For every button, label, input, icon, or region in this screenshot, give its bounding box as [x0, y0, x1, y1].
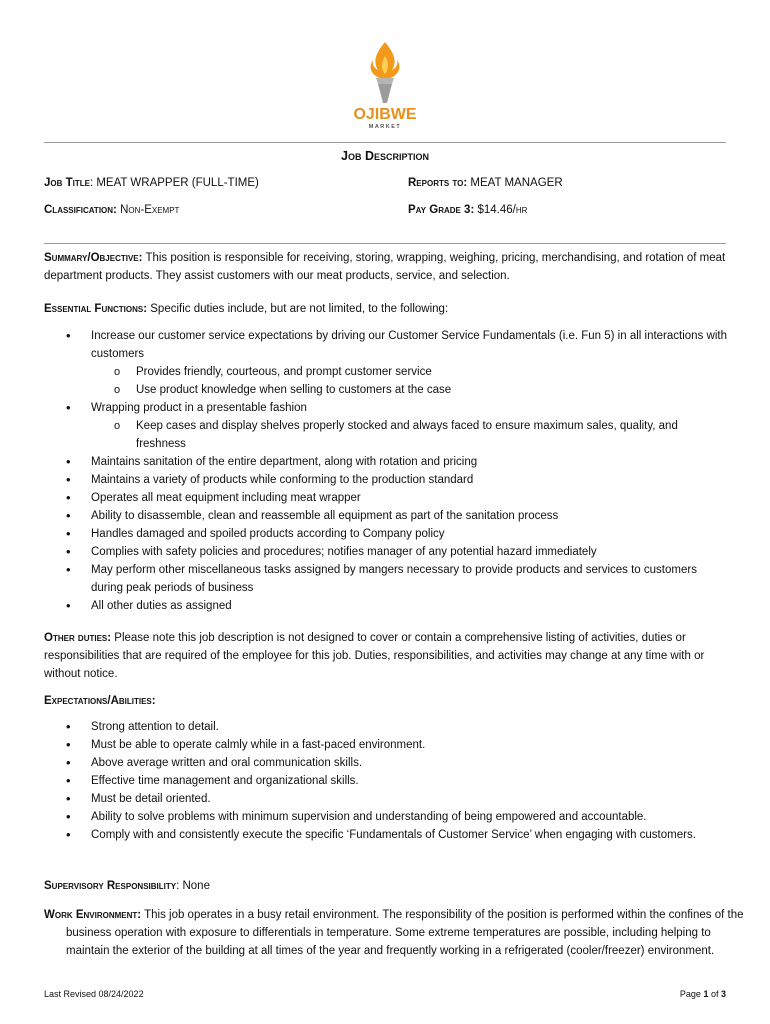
job-title-value: : MEAT WRAPPER (FULL-TIME) [89, 177, 259, 189]
list-item: o Use product knowledge when selling to customers at the case [44, 381, 728, 399]
reports-to-field [408, 177, 563, 189]
list-item: o Keep cases and display shelves properly stocked and always faced to ensure maximum sales, quality, and freshness [44, 417, 728, 453]
page-of: of [708, 989, 721, 999]
pay-grade-unit: hr [515, 204, 528, 216]
page-number [680, 989, 726, 999]
list-item: • Maintains sanitation of the entire department, along with rotation and pricing [44, 453, 728, 471]
page-total: 3 [720, 989, 726, 999]
fields-rule [44, 243, 726, 244]
supervisory-text: : None [176, 880, 210, 892]
list-item: • Effective time management and organizational skills. [44, 772, 728, 790]
svg-text:OJIBWE: OJIBWE [353, 106, 417, 123]
other-duties-section [44, 629, 728, 683]
work-environment-text: This job operates in a busy retail environment. The responsibility of the position is performed within the confines of the business operation with exposure to differentials in temperature. Some extreme temperatures are possible, including helping to maintain the exterior of the building at all times of the year and frequently working in a refrigerated (cooler/freezer) environment. [66, 909, 744, 957]
pay-grade-field [408, 204, 527, 216]
torch-icon [335, 40, 435, 130]
supervisory-section [44, 877, 728, 895]
classification-label: Classification: [44, 204, 117, 216]
list-item: • Ability to solve problems with minimum supervision and understanding of being empowered and accountable. [44, 808, 728, 826]
pay-grade-label: Pay Grade 3: [408, 204, 475, 216]
list-item: • Strong attention to detail. [44, 718, 728, 736]
expectations-label: Expectations/Abilities: [44, 695, 156, 707]
job-title-label: Job Title [44, 177, 90, 189]
job-title-field [44, 177, 259, 189]
pay-grade-value: $14.46/ [477, 204, 516, 216]
list-item: • Operates all meat equipment including meat wrapper [44, 489, 728, 507]
list-item: • Above average written and oral communication skills. [44, 754, 728, 772]
page-label: Page [679, 989, 704, 999]
essential-functions-heading [44, 300, 728, 318]
essential-functions-label: Essential Functions: [44, 303, 148, 315]
classification-field [44, 204, 179, 216]
reports-to-label: Reports to: [408, 177, 468, 189]
list-item: • All other duties as assigned [44, 597, 728, 615]
header-rule [44, 142, 726, 143]
essential-functions-list [44, 327, 728, 615]
supervisory-label: Supervisory Responsibility [44, 880, 177, 892]
work-environment-label: Work Environment: [44, 909, 142, 921]
list-item: • Ability to disassemble, clean and reassemble all equipment as part of the sanitation process [44, 507, 728, 525]
list-item: • Complies with safety policies and procedures; notifies manager of any potential hazard immediately [44, 543, 728, 561]
list-item: o Provides friendly, courteous, and prompt customer service [44, 363, 728, 381]
summary-text: This position is responsible for receiving, storing, wrapping, weighing, pricing, merchandising, and rotation of meat department products. They assist customers with our meat products, service, and selection. [44, 252, 726, 282]
svg-text:MARKET: MARKET [368, 124, 402, 130]
list-item: • Handles damaged and spoiled products according to Company policy [44, 525, 728, 543]
list-item: • Must be detail oriented. [44, 790, 728, 808]
reports-to-value: MEAT MANAGER [467, 177, 563, 189]
work-environment-section [44, 906, 750, 960]
company-logo [335, 40, 435, 130]
list-item: • Increase our customer service expectations by driving our Customer Service Fundamentals (i.e. Fun 5) in all interactions with customers [44, 327, 728, 363]
list-item: • Maintains a variety of products while conforming to the production standard [44, 471, 728, 489]
summary-section [44, 249, 728, 285]
list-item: • May perform other miscellaneous tasks assigned by mangers necessary to provide products and services to customers during peak periods of business [44, 561, 728, 597]
other-duties-text: Please note this job description is not designed to cover or contain a comprehensive listing of activities, duties or responsibilities that are required of the employee for this job. Duties, responsibilities, and activities may change at any time with or without notice. [44, 632, 705, 680]
classification-value: Non-Exempt [120, 204, 180, 216]
list-item: • Wrapping product in a presentable fashion [44, 399, 728, 417]
list-item: • Comply with and consistently execute the specific ‘Fundamentals of Customer Service’ when engaging with customers. [44, 826, 728, 844]
summary-label: Summary/Objective: [44, 252, 143, 264]
last-revised: Last Revised 08/24/2022 [44, 989, 144, 999]
page-current: 1 [703, 989, 709, 999]
expectations-heading [44, 692, 728, 710]
other-duties-label: Other duties: [44, 632, 112, 644]
logo-wordmark [353, 106, 416, 130]
list-item: • Must be able to operate calmly while in a fast-paced environment. [44, 736, 728, 754]
essential-functions-intro: Specific duties include, but are not limited, to the following: [147, 303, 449, 315]
expectations-list [44, 718, 728, 844]
document-title: Job Description [341, 149, 429, 163]
